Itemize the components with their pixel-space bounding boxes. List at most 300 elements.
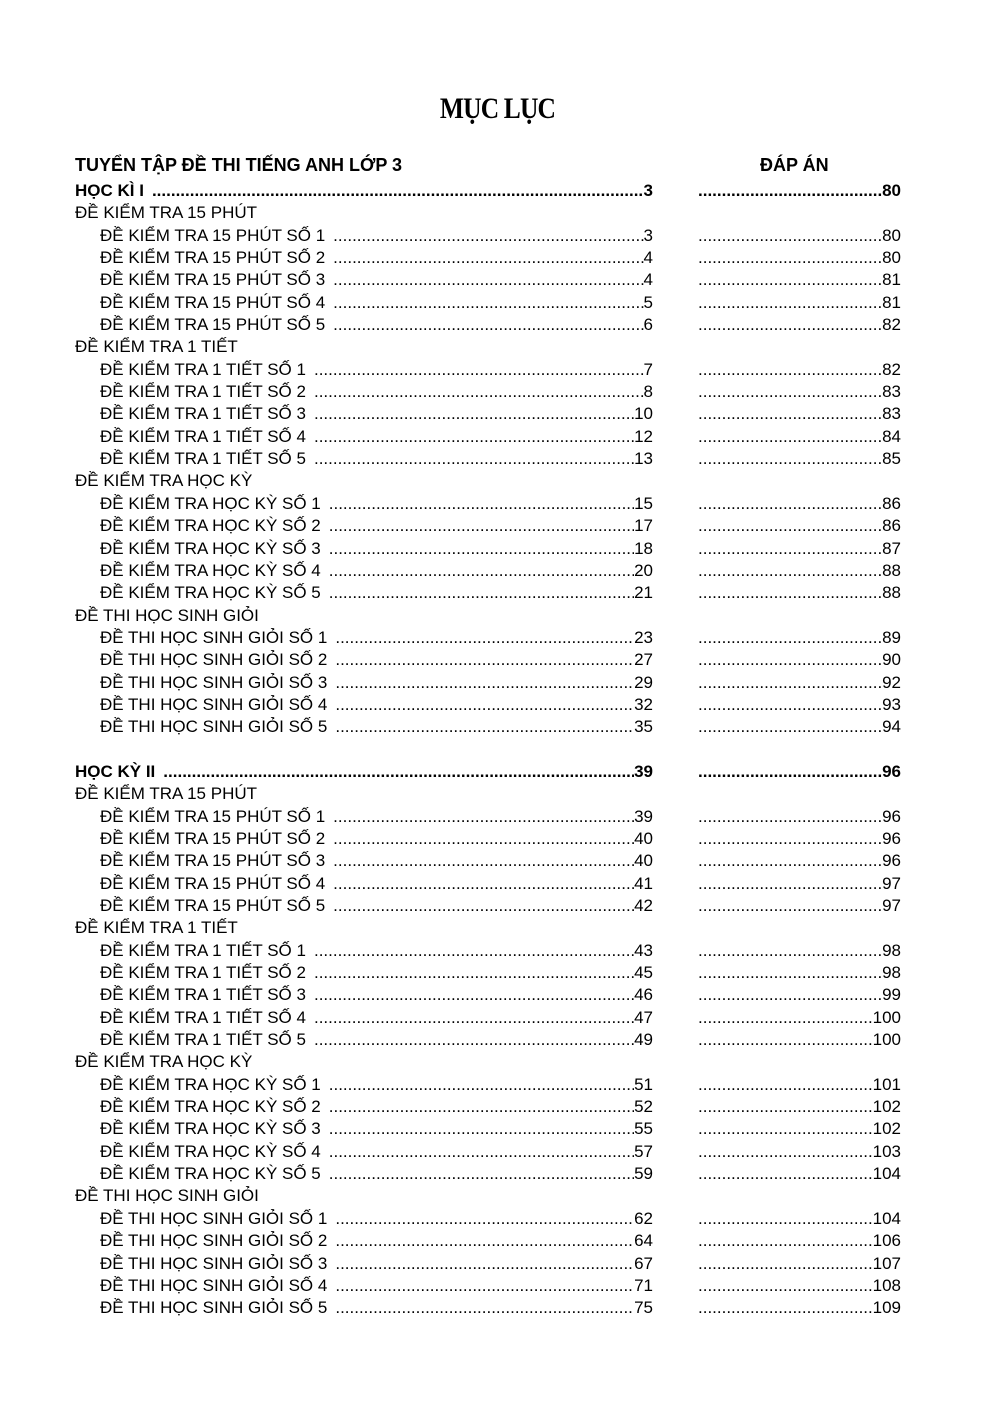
toc-item[interactable]: [0, 1029, 995, 1051]
page-number: 4: [643, 248, 653, 268]
page-number: 67: [634, 1253, 653, 1273]
dot-leader: [314, 381, 644, 403]
toc-group: [0, 917, 995, 939]
entry-label: HỌC KỲ II: [75, 761, 156, 781]
answer-page-number: 88: [882, 560, 901, 580]
dot-leader: [333, 895, 634, 917]
toc-entry: [100, 582, 653, 604]
toc-entry: [100, 1029, 653, 1051]
dot-leader: [329, 1141, 634, 1163]
answer-page-number: 97: [882, 896, 901, 915]
answer-page-number: 83: [882, 404, 901, 424]
entry-label: ĐỀ KIỂM TRA 1 TIẾT SỐ 3: [100, 404, 306, 424]
toc-item[interactable]: [0, 1074, 995, 1096]
answer-entry: [698, 180, 901, 202]
toc-item[interactable]: [0, 627, 995, 649]
entry-label: ĐỀ KIỂM TRA HỌC KỲ SỐ 3: [100, 538, 321, 558]
dot-leader: [698, 627, 882, 649]
dot-leader: [698, 873, 882, 895]
page-number: 21: [634, 583, 653, 603]
dot-leader: [698, 940, 882, 962]
toc-group: [0, 202, 995, 224]
dot-leader: [698, 1297, 873, 1319]
dot-leader: [329, 560, 634, 582]
dot-leader: [698, 806, 882, 828]
dot-leader: [698, 1007, 873, 1029]
dot-leader: [335, 1253, 634, 1275]
dot-leader: [314, 448, 634, 470]
toc-entry: [100, 1297, 653, 1319]
toc-heading: TUYỂN TẬP ĐỀ THI TIẾNG ANH LỚP 3: [75, 155, 403, 175]
dot-leader: [314, 403, 634, 425]
dot-leader: [698, 314, 882, 336]
toc-group: [0, 605, 995, 627]
toc-entry: [75, 917, 246, 939]
answer-entry: [698, 962, 901, 984]
toc-item[interactable]: [0, 560, 995, 582]
dot-leader: [698, 1074, 873, 1096]
answer-page-number: 94: [882, 717, 901, 737]
dot-leader: [698, 426, 882, 448]
dot-leader: [698, 403, 882, 425]
answer-page-number: 96: [882, 851, 901, 871]
answer-entry: [698, 1029, 901, 1051]
dot-leader: [335, 627, 634, 649]
answer-entry: [698, 515, 901, 537]
dot-leader: [698, 515, 882, 537]
answer-entry: [698, 1297, 901, 1319]
entry-label: ĐỀ KIỂM TRA 15 PHÚT SỐ 4: [100, 873, 326, 893]
answer-entry: [698, 426, 901, 448]
page-number: 7: [643, 359, 653, 379]
answer-page-number: 87: [882, 538, 901, 558]
toc-entry: [100, 225, 653, 247]
toc-item[interactable]: [0, 672, 995, 694]
entry-label: ĐỀ THI HỌC SINH GIỎI SỐ 4: [100, 1275, 328, 1295]
toc-entry: [75, 761, 653, 783]
dot-leader: [314, 359, 644, 381]
answer-entry: [698, 828, 901, 850]
toc-item[interactable]: [0, 828, 995, 850]
entry-label: ĐỀ THI HỌC SINH GIỎI SỐ 3: [100, 672, 328, 692]
answer-entry: [698, 873, 901, 895]
page-number: 15: [634, 493, 653, 513]
toc-entry: [75, 605, 267, 627]
entry-label: ĐỀ KIỂM TRA HỌC KỲ: [75, 1052, 253, 1072]
entry-label: ĐỀ KIỂM TRA HỌC KỲ: [75, 471, 253, 491]
toc-entry: [100, 672, 653, 694]
entry-label: ĐỀ THI HỌC SINH GIỎI SỐ 1: [100, 627, 328, 647]
page-number: 75: [634, 1298, 653, 1318]
table-of-contents: [0, 180, 995, 1320]
page-number: 47: [634, 1007, 653, 1027]
dot-leader: [333, 314, 643, 336]
entry-label: ĐỀ THI HỌC SINH GIỎI SỐ 2: [100, 650, 328, 670]
dot-leader: [698, 828, 882, 850]
toc-item[interactable]: [0, 493, 995, 515]
toc-item[interactable]: [0, 381, 995, 403]
answer-page-number: 81: [882, 270, 901, 290]
toc-entry: [100, 940, 653, 962]
toc-semester[interactable]: [0, 761, 995, 783]
answer-entry: [698, 247, 901, 269]
toc-item[interactable]: [0, 538, 995, 560]
answer-page-number: 80: [882, 225, 901, 245]
toc-item[interactable]: [0, 582, 995, 604]
toc-entry: [75, 1185, 267, 1207]
page-number: 20: [634, 560, 653, 580]
toc-entry: [100, 1230, 653, 1252]
dot-leader: [314, 984, 634, 1006]
page-number: 8: [643, 382, 653, 402]
answer-entry: [698, 1096, 901, 1118]
page-number: 42: [634, 896, 653, 915]
answer-page-number: 100: [872, 1030, 901, 1050]
answer-page-number: 98: [882, 940, 901, 960]
toc-item[interactable]: [0, 269, 995, 291]
page-number: 39: [634, 761, 653, 781]
toc-entry: [100, 426, 653, 448]
answer-entry: [698, 1253, 901, 1275]
answer-entry: [698, 1074, 901, 1096]
entry-label: ĐỀ KIỂM TRA 15 PHÚT: [75, 784, 258, 804]
toc-item[interactable]: [0, 984, 995, 1006]
answer-page-number: 86: [882, 516, 901, 536]
page-number: 40: [634, 851, 653, 871]
toc-entry: [100, 448, 653, 470]
dot-leader: [698, 716, 882, 738]
entry-label: ĐỀ THI HỌC SINH GIỎI: [75, 605, 259, 625]
entry-label: ĐỀ KIỂM TRA 15 PHÚT SỐ 2: [100, 248, 326, 268]
toc-item[interactable]: [0, 247, 995, 269]
toc-item[interactable]: [0, 962, 995, 984]
toc-entry: [75, 336, 246, 358]
toc-entry: [100, 806, 653, 828]
dot-leader: [698, 493, 882, 515]
answer-entry: [698, 716, 901, 738]
answer-page-number: 83: [882, 382, 901, 402]
entry-label: ĐỀ KIỂM TRA 1 TIẾT SỐ 4: [100, 1007, 306, 1027]
answer-entry: [698, 1141, 901, 1163]
dot-leader: [333, 828, 634, 850]
dot-leader: [329, 1074, 634, 1096]
answer-page-number: 82: [882, 359, 901, 379]
toc-item[interactable]: [0, 694, 995, 716]
answer-entry: [698, 292, 901, 314]
toc-entry: [75, 783, 265, 805]
answer-entry: [698, 806, 901, 828]
toc-item[interactable]: [0, 426, 995, 448]
page-number: 10: [634, 404, 653, 424]
page-number: 4: [643, 270, 653, 290]
toc-entry: [100, 493, 653, 515]
toc-entry: [100, 694, 653, 716]
entry-label: ĐỀ KIỂM TRA HỌC KỲ SỐ 3: [100, 1119, 321, 1139]
toc-group: [0, 336, 995, 358]
toc-entry: [100, 1163, 653, 1185]
dot-leader: [333, 873, 634, 895]
toc-item[interactable]: [0, 1297, 995, 1319]
toc-item[interactable]: [0, 895, 995, 917]
toc-item[interactable]: [0, 649, 995, 671]
dot-leader: [698, 538, 882, 560]
page-number: 3: [643, 181, 653, 200]
dot-leader: [698, 225, 882, 247]
page-number: 43: [634, 940, 653, 960]
answer-entry: [698, 761, 901, 783]
toc-item[interactable]: [0, 1096, 995, 1118]
toc-entry: [100, 1253, 653, 1275]
answer-entry: [698, 381, 901, 403]
dot-leader: [329, 582, 634, 604]
dot-leader: [329, 1118, 634, 1140]
toc-entry: [100, 560, 653, 582]
answer-page-number: 89: [882, 627, 901, 647]
toc-item[interactable]: [0, 806, 995, 828]
dot-leader: [698, 694, 882, 716]
toc-entry: [100, 1096, 653, 1118]
toc-item[interactable]: [0, 1275, 995, 1297]
dot-leader: [335, 672, 634, 694]
answer-entry: [698, 493, 901, 515]
entry-label: ĐỀ THI HỌC SINH GIỎI SỐ 4: [100, 694, 328, 714]
dot-leader: [698, 582, 882, 604]
entry-label: ĐỀ KIỂM TRA HỌC KỲ SỐ 1: [100, 1074, 321, 1094]
toc-entry: [100, 247, 653, 269]
answer-entry: [698, 940, 901, 962]
entry-label: ĐỀ THI HỌC SINH GIỎI SỐ 2: [100, 1231, 328, 1251]
entry-label: ĐỀ KIỂM TRA 1 TIẾT SỐ 4: [100, 426, 306, 446]
answer-page-number: 97: [882, 873, 901, 893]
answer-page-number: 96: [882, 806, 901, 826]
answer-page-number: 108: [872, 1275, 901, 1295]
answer-entry: [698, 1275, 901, 1297]
answer-page-number: 107: [872, 1253, 901, 1273]
answer-page-number: 85: [882, 449, 901, 469]
answer-page-number: 88: [882, 583, 901, 603]
dot-leader: [333, 247, 643, 269]
answer-entry: [698, 359, 901, 381]
dot-leader: [698, 1208, 873, 1230]
toc-item[interactable]: [0, 314, 995, 336]
dot-leader: [335, 716, 634, 738]
toc-item[interactable]: [0, 515, 995, 537]
dot-leader: [335, 1275, 634, 1297]
answer-entry: [698, 649, 901, 671]
entry-label: ĐỀ KIỂM TRA 15 PHÚT SỐ 1: [100, 806, 326, 826]
toc-item[interactable]: [0, 716, 995, 738]
dot-leader: [698, 448, 882, 470]
answer-entry: [698, 582, 901, 604]
dot-leader: [698, 1253, 873, 1275]
page-number: 23: [634, 627, 653, 647]
page-number: 17: [634, 516, 653, 536]
toc-entry: [75, 470, 260, 492]
dot-leader: [329, 515, 634, 537]
answer-page-number: 81: [882, 292, 901, 312]
toc-item[interactable]: [0, 225, 995, 247]
page-number: 40: [634, 828, 653, 848]
page-number: 46: [634, 985, 653, 1005]
toc-item[interactable]: [0, 403, 995, 425]
toc-item[interactable]: [0, 359, 995, 381]
page-number: 35: [634, 717, 653, 737]
dot-leader: [314, 940, 634, 962]
entry-label: ĐỀ KIỂM TRA HỌC KỲ SỐ 5: [100, 583, 321, 603]
dot-leader: [698, 381, 882, 403]
toc-item[interactable]: [0, 1208, 995, 1230]
dot-leader: [698, 1163, 873, 1185]
entry-label: ĐỀ THI HỌC SINH GIỎI SỐ 3: [100, 1253, 328, 1273]
answer-entry: [698, 672, 901, 694]
dot-leader: [152, 180, 644, 202]
toc-entry: [100, 1074, 653, 1096]
entry-label: ĐỀ KIỂM TRA 15 PHÚT SỐ 3: [100, 270, 326, 290]
answer-entry: [698, 538, 901, 560]
answer-entry: [698, 403, 901, 425]
entry-label: ĐỀ KIỂM TRA HỌC KỲ SỐ 4: [100, 1141, 321, 1161]
dot-leader: [698, 1230, 873, 1252]
entry-label: ĐỀ KIỂM TRA 1 TIẾT SỐ 2: [100, 382, 306, 402]
toc-entry: [100, 850, 653, 872]
answer-page-number: 80: [882, 248, 901, 268]
toc-item[interactable]: [0, 1007, 995, 1029]
dot-leader: [335, 1297, 634, 1319]
page-number: 3: [643, 225, 653, 245]
page-number: 71: [634, 1275, 653, 1295]
toc-item[interactable]: [0, 448, 995, 470]
dot-leader: [698, 1141, 873, 1163]
toc-entry: [75, 180, 653, 202]
toc-item[interactable]: [0, 940, 995, 962]
answer-page-number: 104: [872, 1208, 901, 1228]
dot-leader: [698, 269, 882, 291]
dot-leader: [698, 560, 882, 582]
toc-entry: [100, 538, 653, 560]
toc-item[interactable]: [0, 873, 995, 895]
entry-label: ĐỀ KIỂM TRA 1 TIẾT: [75, 918, 238, 938]
dot-leader: [335, 694, 634, 716]
dot-leader: [329, 493, 634, 515]
answers-heading: ĐÁP ÁN: [760, 155, 829, 175]
dot-leader: [329, 1163, 634, 1185]
toc-entry: [75, 202, 265, 224]
entry-label: ĐỀ KIỂM TRA 1 TIẾT SỐ 2: [100, 963, 306, 983]
entry-label: HỌC KÌ I: [75, 181, 144, 200]
dot-leader: [698, 1096, 873, 1118]
toc-item[interactable]: [0, 1230, 995, 1252]
toc-item[interactable]: [0, 1141, 995, 1163]
dot-leader: [698, 1275, 873, 1297]
dot-leader: [698, 649, 882, 671]
toc-entry: [100, 649, 653, 671]
dot-leader: [335, 1208, 634, 1230]
toc-entry: [100, 895, 653, 917]
dot-leader: [698, 180, 882, 202]
dot-leader: [698, 1029, 873, 1051]
page-number: 49: [634, 1030, 653, 1050]
dot-leader: [698, 672, 882, 694]
dot-leader: [698, 292, 882, 314]
entry-label: ĐỀ KIỂM TRA 15 PHÚT: [75, 203, 258, 223]
entry-label: ĐỀ KIỂM TRA HỌC KỲ SỐ 2: [100, 1097, 321, 1117]
toc-item[interactable]: [0, 850, 995, 872]
page-number: 13: [634, 449, 653, 469]
answer-entry: [698, 895, 901, 917]
answer-page-number: 103: [872, 1141, 901, 1161]
page-number: 39: [634, 806, 653, 826]
toc-entry: [100, 627, 653, 649]
dot-leader: [329, 1096, 634, 1118]
answer-page-number: 92: [882, 672, 901, 692]
page-number: 64: [634, 1231, 653, 1251]
entry-label: ĐỀ KIỂM TRA 1 TIẾT SỐ 3: [100, 985, 306, 1005]
answer-entry: [698, 225, 901, 247]
answer-page-number: 99: [882, 985, 901, 1005]
answer-page-number: 98: [882, 963, 901, 983]
dot-leader: [314, 1007, 634, 1029]
entry-label: ĐỀ THI HỌC SINH GIỎI: [75, 1186, 259, 1206]
answer-page-number: 90: [882, 650, 901, 670]
toc-entry: [100, 1118, 653, 1140]
entry-label: ĐỀ KIỂM TRA 15 PHÚT SỐ 5: [100, 896, 326, 915]
dot-leader: [698, 984, 882, 1006]
toc-group: [0, 470, 995, 492]
answer-entry: [698, 1007, 901, 1029]
toc-item[interactable]: [0, 1253, 995, 1275]
answer-page-number: 86: [882, 493, 901, 513]
answer-entry: [698, 694, 901, 716]
toc-semester[interactable]: [0, 180, 995, 202]
toc-item[interactable]: [0, 1163, 995, 1185]
toc-entry: [100, 403, 653, 425]
answer-page-number: 96: [882, 828, 901, 848]
toc-group: [0, 1185, 995, 1207]
dot-leader: [333, 806, 634, 828]
toc-item[interactable]: [0, 1118, 995, 1140]
toc-entry: [100, 984, 653, 1006]
toc-group: [0, 783, 995, 805]
dot-leader: [333, 292, 643, 314]
dot-leader: [333, 269, 643, 291]
page-number: 12: [634, 426, 653, 446]
page-number: 41: [634, 873, 653, 893]
answer-entry: [698, 627, 901, 649]
dot-leader: [698, 895, 882, 917]
answer-page-number: 101: [872, 1074, 901, 1094]
page-number: 51: [634, 1074, 653, 1094]
entry-label: ĐỀ KIỂM TRA 1 TIẾT SỐ 5: [100, 1030, 306, 1050]
answer-entry: [698, 1208, 901, 1230]
toc-entry: [100, 1275, 653, 1297]
answer-page-number: 109: [872, 1298, 901, 1318]
answer-page-number: 102: [872, 1119, 901, 1139]
dot-leader: [698, 247, 882, 269]
toc-entry: [100, 716, 653, 738]
answer-page-number: 93: [882, 694, 901, 714]
dot-leader: [698, 1118, 873, 1140]
page-number: 59: [634, 1164, 653, 1184]
spacer: [0, 739, 995, 761]
toc-item[interactable]: [0, 292, 995, 314]
answer-page-number: 84: [882, 426, 901, 446]
entry-label: ĐỀ THI HỌC SINH GIỎI SỐ 1: [100, 1208, 328, 1228]
answer-entry: [698, 314, 901, 336]
page-number: 27: [634, 650, 653, 670]
answer-entry: [698, 1163, 901, 1185]
answer-page-number: 104: [872, 1164, 901, 1184]
page-title: MỤC LỤC: [439, 92, 556, 125]
